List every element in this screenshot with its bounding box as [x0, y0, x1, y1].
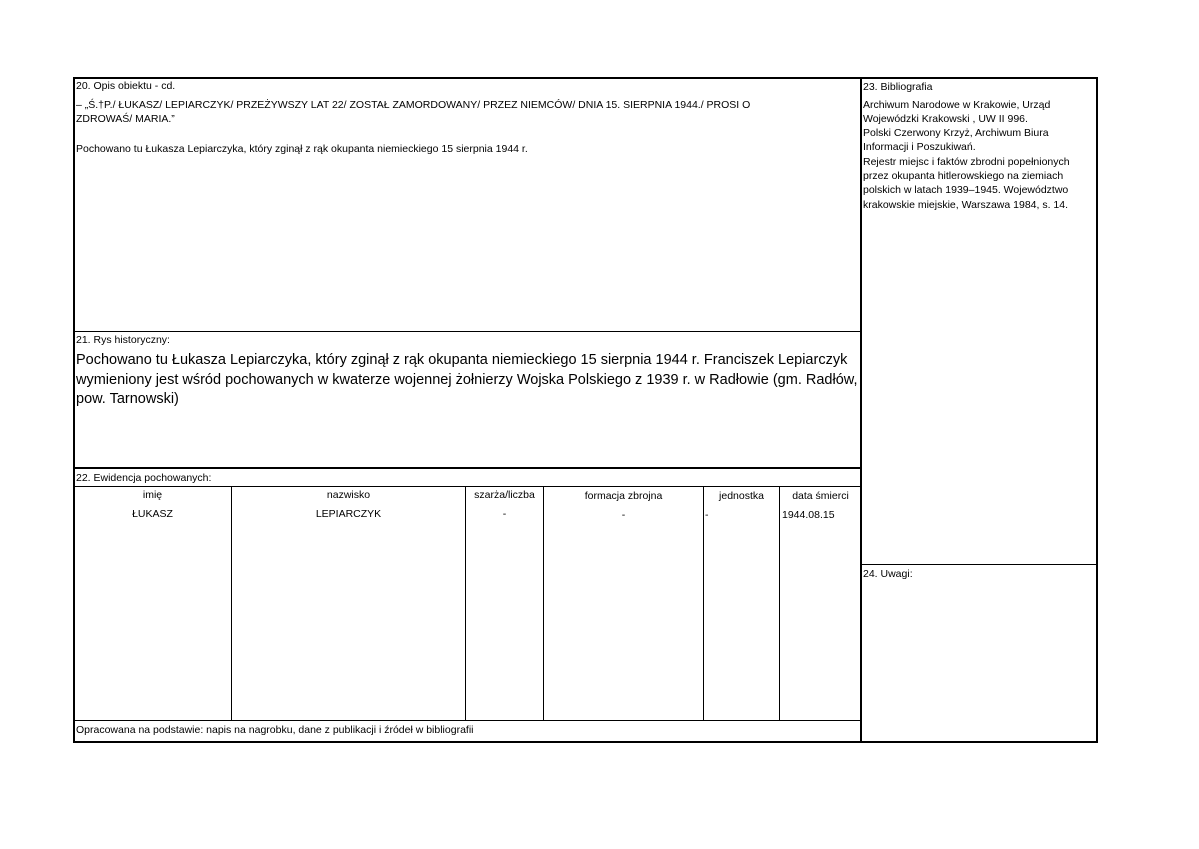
- col-line-1: [231, 486, 232, 720]
- section-23-label: 23. Bibliografia: [863, 81, 933, 93]
- bib-line-6: przez okupanta hitlerowskiego na ziemiach: [863, 170, 1064, 182]
- inscription-line-2: ZDROWAŚ/ MARIA.”: [76, 113, 175, 125]
- history-line-1: Pochowano tu Łukasza Lepiarczyka, który zginął z rąk okupanta niemieckiego 15 sierpnia 1944 r. Franciszek Lepiarczyk: [76, 352, 848, 368]
- row-data: 1944.08.15: [782, 509, 835, 521]
- section-22-label: 22. Ewidencja pochowanych:: [76, 472, 212, 484]
- bib-line-3: Polski Czerwony Krzyż, Archiwum Biura: [863, 127, 1049, 139]
- bib-line-7: polskich w latach 1939–1945. Województwo: [863, 184, 1069, 196]
- divider-22-header: [73, 486, 861, 487]
- source-note: Opracowana na podstawie: napis na nagrobku, dane z publikacji i źródeł w bibliografii: [76, 724, 474, 736]
- section-21-label: 21. Rys historyczny:: [76, 334, 170, 346]
- divider-21-22: [73, 467, 861, 469]
- section-24-label: 24. Uwagi:: [863, 568, 913, 580]
- col-line-3: [543, 486, 544, 720]
- header-szarza: szarża/liczba: [474, 489, 535, 501]
- header-data: data śmierci: [792, 490, 849, 502]
- header-nazwisko: nazwisko: [326, 489, 371, 501]
- section-20-label: 20. Opis obiektu - cd.: [76, 80, 176, 92]
- col-line-2: [465, 486, 466, 720]
- col-line-5: [779, 486, 780, 720]
- bib-line-4: Informacji i Poszukiwań.: [863, 141, 976, 153]
- bib-line-5: Rejestr miejsc i faktów zbrodni popełnionych: [863, 156, 1070, 168]
- left-frame: [73, 77, 862, 743]
- row-jednostka: -: [705, 509, 709, 521]
- row-formacja: -: [621, 509, 626, 521]
- row-imie: ŁUKASZ: [132, 508, 173, 520]
- section-20-note: Pochowano tu Łukasza Lepiarczyka, który zginął z rąk okupanta niemieckiego 15 sierpnia 1944 r.: [76, 143, 528, 155]
- inscription-line-1: – „Ś.†P./ ŁUKASZ/ LEPIARCZYK/ PRZEŻYWSZY LAT 22/ ZOSTAŁ ZAMORDOWANY/ PRZEZ NIEMCÓW/ DNIA 15. SIERPNIA 1944./ PROSI O: [76, 99, 751, 111]
- col-line-4: [703, 486, 704, 720]
- divider-23-24: [860, 564, 1097, 565]
- header-formacja: formacja zbrojna: [584, 490, 663, 502]
- divider-footer: [73, 720, 861, 721]
- row-nazwisko: LEPIARCZYK: [315, 508, 382, 520]
- header-imie: imię: [142, 489, 163, 501]
- history-line-2: wymieniony jest wśród pochowanych w kwaterze wojennej żołnierzy Wojska Polskiego z 1939 r. w Radłowie (gm. Radłów,: [76, 372, 858, 388]
- divider-20-21: [73, 331, 861, 332]
- bib-line-2: Wojewódzki Krakowski , UW II 996.: [863, 113, 1028, 125]
- bib-line-8: krakowskie miejskie, Warszawa 1984, s. 14.: [863, 199, 1069, 211]
- row-szarza: -: [502, 508, 507, 520]
- bib-line-1: Archiwum Narodowe w Krakowie, Urząd: [863, 99, 1051, 111]
- header-jednostka: jednostka: [719, 490, 764, 502]
- history-line-3: pow. Tarnowski): [76, 391, 179, 407]
